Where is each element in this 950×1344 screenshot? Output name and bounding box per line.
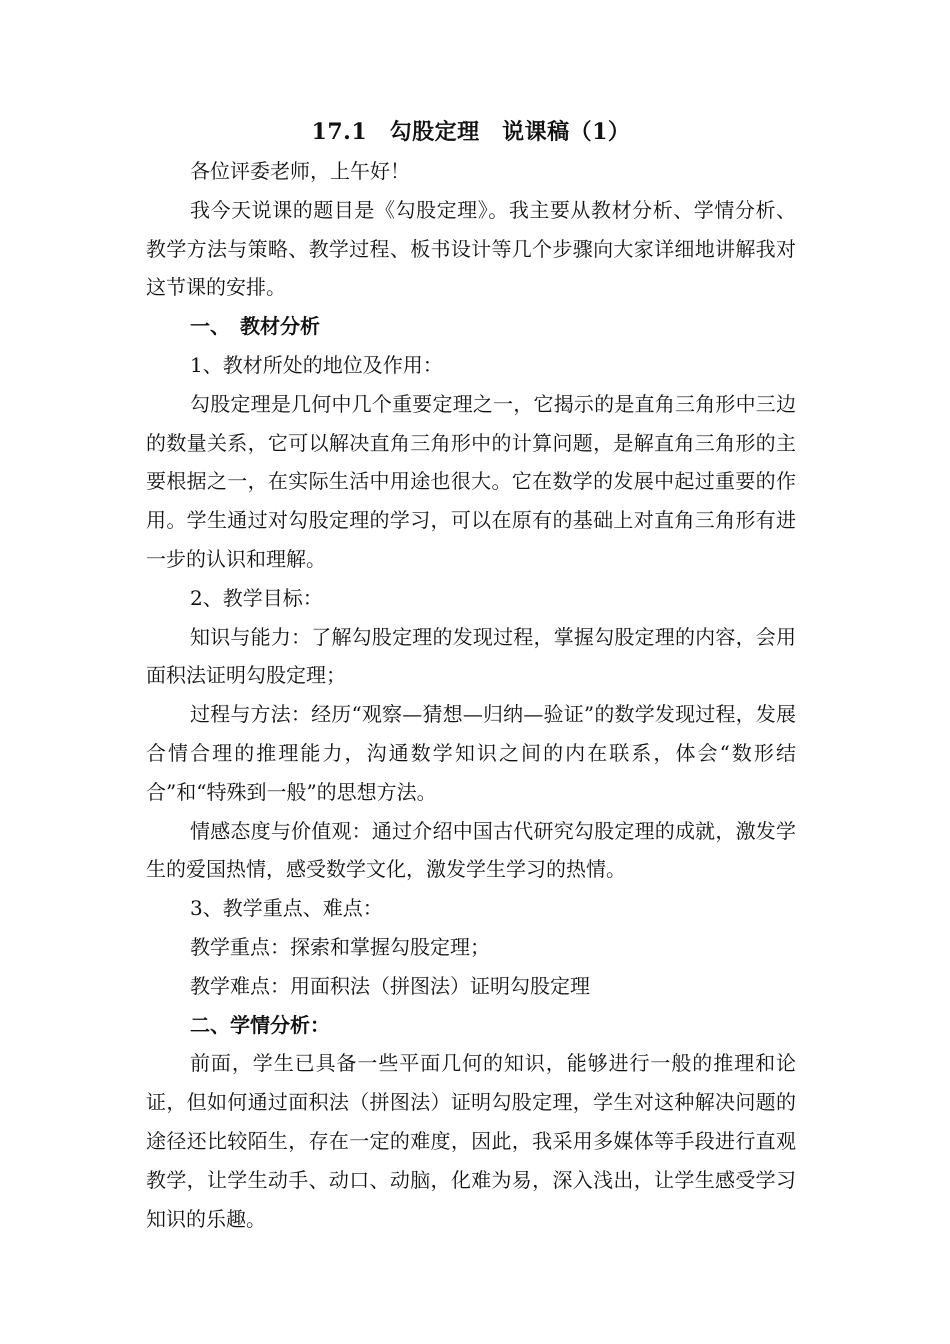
subheading-key-points: 3、教学重点、难点：: [190, 896, 383, 921]
greeting: 各位评委老师，上午好！: [190, 159, 410, 183]
page-title: 17.1 勾股定理 说课稿（1）: [311, 119, 631, 145]
document-page: [146, 112, 796, 1238]
difficult-point: 教学难点：用面积法（拼图法）证明勾股定理: [190, 973, 590, 998]
intro-paragraph: 我今天说课的题目是《勾股定理》。我主要从教材分析、学情分析、教学方法与策略、教学过程、板书设计等几个步骤向大家详细地讲解我对这节课的安排。: [146, 197, 796, 300]
goal-knowledge: 知识与能力：了解勾股定理的发现过程，掌握勾股定理的内容，会用面积法证明勾股定理；: [146, 624, 796, 688]
position-paragraph: 勾股定理是几何中几个重要定理之一，它揭示的是直角三角形中三边的数量关系，它可以解决直角三角形中的计算问题，是解直角三角形的主要根据之一，在实际生活中用途也很大。它在数学的发展中起过重要的作用。学生通过对勾股定理的学习，可以在原有的基础上对直角三角形有进一步的认识和理解。: [146, 391, 796, 571]
key-point: 教学重点：探索和掌握勾股定理；: [190, 934, 490, 959]
goal-emotion: 情感态度与价值观：通过介绍中国古代研究勾股定理的成就，激发学生的爱国热情，感受数学文化，激发学生学习的热情。: [146, 818, 796, 882]
subheading-goals: 2、教学目标：: [190, 585, 323, 610]
goal-process: 过程与方法：经历“观察—猜想—归纳—验证”的数学发现过程，发展合情合理的推理能力，沟通数学知识之间的内在联系，体会“数形结合”和“特殊到一般”的思想方法。: [146, 702, 796, 804]
section-heading-materials: 一、 教材分析: [190, 314, 320, 339]
subheading-position: 1、教材所处的地位及作用：: [190, 352, 443, 377]
section-heading-students: 二、学情分析：: [190, 1012, 330, 1037]
students-paragraph: 前面，学生已具备一些平面几何的知识，能够进行一般的推理和论证，但如何通过面积法（拼图法）证明勾股定理，学生对这种解决问题的途径还比较陌生，存在一定的难度，因此，我采用多媒体等手段进行直观教学，让学生动手、动口、动脑，化难为易，深入浅出，让学生感受学习知识的乐趣。: [146, 1051, 796, 1231]
